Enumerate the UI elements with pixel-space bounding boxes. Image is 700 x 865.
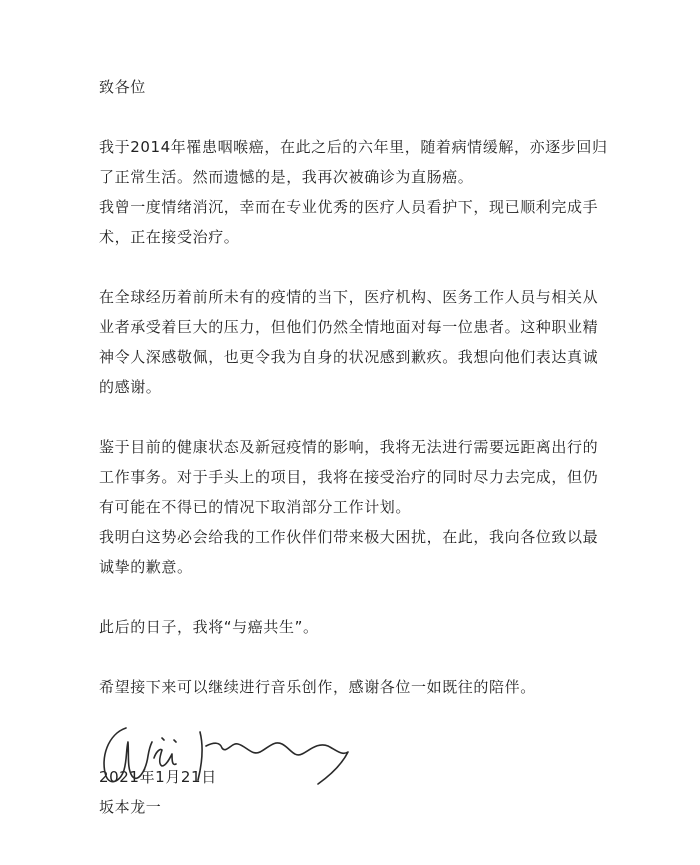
paragraph-gap: [99, 642, 599, 672]
letter-body: [99, 72, 608, 822]
paragraph-line: 术，正在接受治疗。: [99, 228, 240, 246]
paragraph-2: [99, 192, 599, 252]
paragraph-gap: [99, 402, 599, 432]
paragraph-line: 我于2014年罹患咽喉癌，在此之后的六年里，随着病情缓解，亦逐步回归: [99, 138, 608, 156]
paragraph-line: 鉴于目前的健康状态及新冠疫情的影响，我将无法进行需要远距离出行的: [99, 438, 599, 456]
paragraph-6: 此后的日子，我将“与癌共生”。: [99, 618, 319, 636]
salutation: 致各位: [99, 78, 146, 96]
paragraph-3: [99, 282, 599, 402]
paragraph-gap: [99, 252, 599, 282]
paragraph-gap: [99, 102, 599, 132]
paragraph-line: 神令人深感敬佩，也更令我为自身的状况感到歉疚。我想向他们表达真诚: [99, 348, 599, 366]
paragraph-7: 希望接下来可以继续进行音乐创作，感谢各位一如既往的陪伴。: [99, 678, 536, 696]
paragraph-line: 工作事务。对于手头上的项目，我将在接受治疗的同时尽力去完成，但仍: [99, 468, 599, 486]
paragraph-5: [99, 522, 599, 582]
paragraph-line: 我曾一度情绪消沉，幸而在专业优秀的医疗人员看护下，现已顺利完成手: [99, 198, 599, 216]
paragraph-line: 诚挚的歉意。: [99, 558, 193, 576]
paragraph-line: 的感谢。: [99, 378, 162, 396]
letter-author: 坂本龙一: [99, 798, 162, 816]
paragraph-line: 我明白这势必会给我的工作伙伴们带来极大困扰，在此，我向各位致以最: [99, 528, 599, 546]
paragraph-line: 业者承受着巨大的压力，但他们仍然全情地面对每一位患者。这种职业精: [99, 318, 599, 336]
handwritten-signature: [96, 712, 366, 792]
paragraph-4: [99, 432, 599, 522]
paragraph-line: 了正常生活。然而遗憾的是，我再次被确诊为直肠癌。: [99, 168, 474, 186]
paragraph-1: [99, 132, 608, 192]
paragraph-line: 有可能在不得已的情况下取消部分工作计划。: [99, 498, 412, 516]
letter-date: 2021年1月21日: [99, 768, 217, 786]
paragraph-gap: [99, 582, 599, 612]
paragraph-line: 在全球经历着前所未有的疫情的当下，医疗机构、医务工作人员与相关从: [99, 288, 599, 306]
